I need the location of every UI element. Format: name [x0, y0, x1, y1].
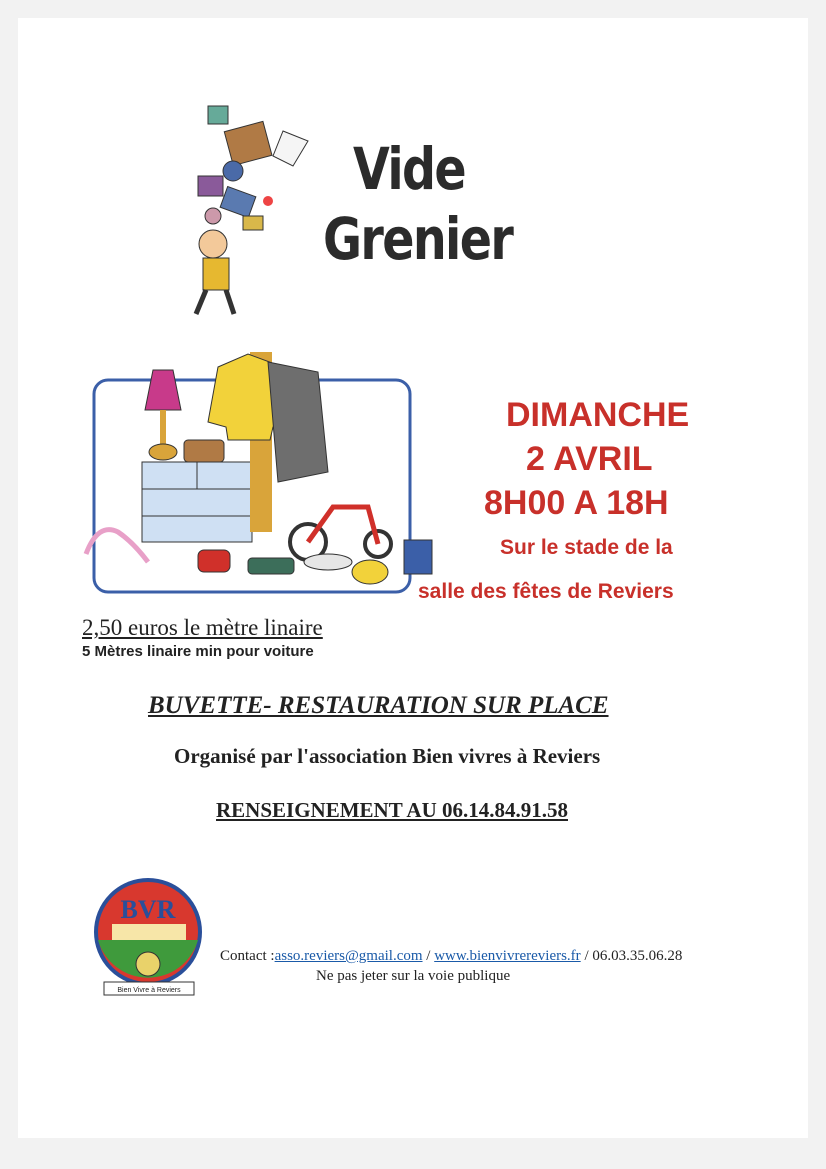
contact-separator: /	[422, 948, 435, 964]
organiser-line: Organisé par l'association Bien vivres à Reviers	[174, 744, 601, 768]
contact-website-link[interactable]: www.bienvivrereviers.fr	[434, 948, 581, 964]
event-day: DIMANCHE	[506, 396, 690, 434]
contact-line	[220, 948, 682, 965]
no-litter-notice: Ne pas jeter sur la voie publique	[316, 968, 511, 984]
logo-banner-text: Bien Vivre à Reviers	[117, 987, 181, 994]
second-hand-items-illustration	[78, 322, 438, 594]
buvette-heading: BUVETTE- RESTAURATION SUR PLACE	[148, 692, 609, 719]
association-logo	[92, 878, 208, 998]
event-date: 2 AVRIL	[526, 440, 653, 478]
title-line-2: Grenier	[323, 205, 513, 273]
price-per-meter: 2,50 euros le mètre linaire	[82, 615, 323, 640]
title-line-1: Vide	[353, 135, 466, 203]
logo-initials: BVR	[120, 895, 176, 924]
contact-label: Contact :	[220, 948, 275, 964]
contact-phone: / 06.03.35.06.28	[580, 948, 683, 964]
junk-pile-illustration	[168, 86, 328, 326]
event-hours: 8H00 A 18H	[484, 484, 669, 522]
event-location-line-1: Sur le stade de la	[500, 536, 673, 559]
minimum-length-note: 5 Mètres linaire min pour voiture	[82, 643, 314, 660]
information-phone: RENSEIGNEMENT AU 06.14.84.91.58	[216, 798, 568, 822]
event-location-line-2: salle des fêtes de Reviers	[418, 580, 674, 603]
poster-page	[18, 18, 808, 1138]
contact-email-link[interactable]: asso.reviers@gmail.com	[274, 948, 423, 964]
